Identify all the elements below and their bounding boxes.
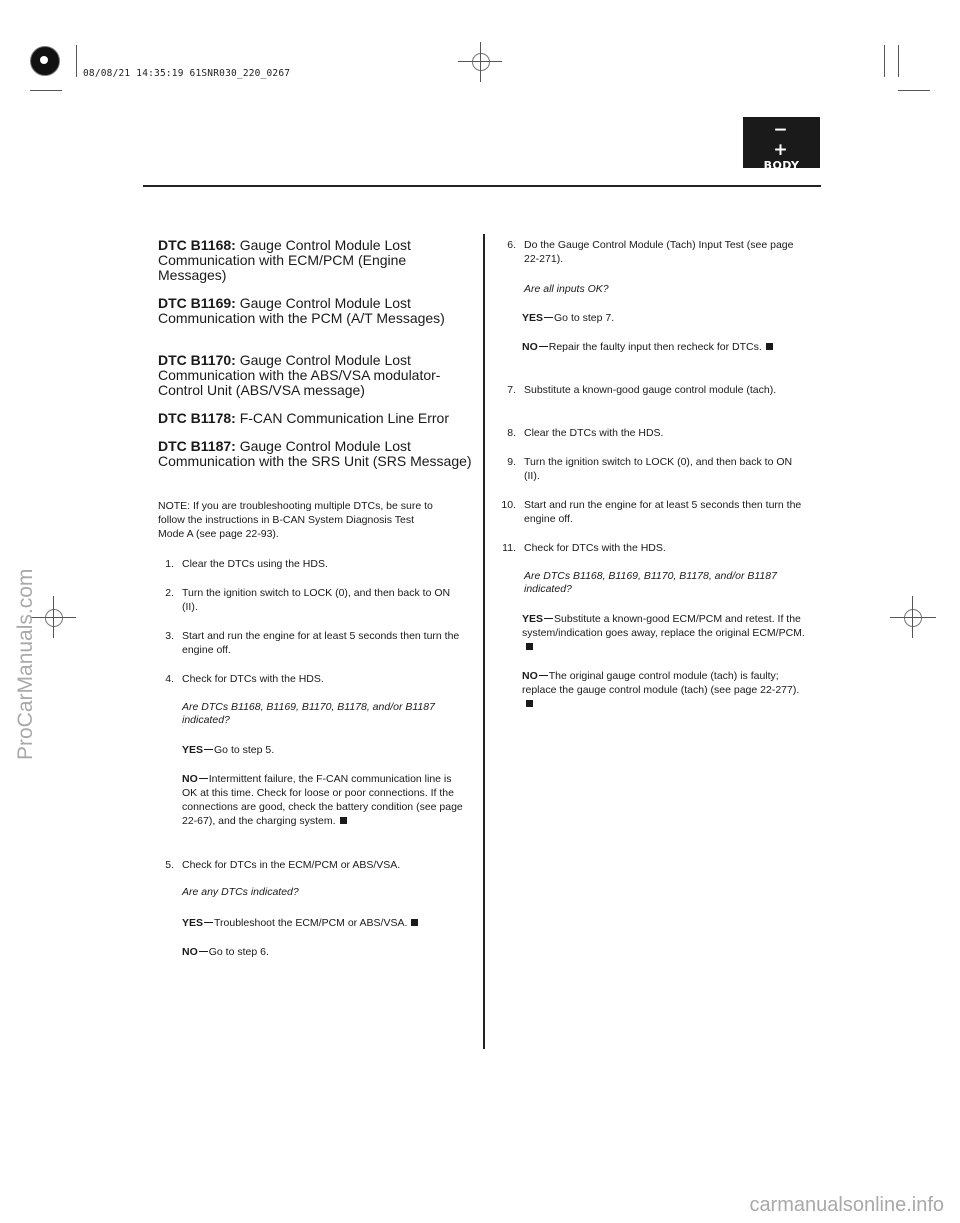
no-label: NO <box>182 773 198 785</box>
answer-text: Repair the faulty input then recheck for DTCs. <box>548 341 762 353</box>
no-label: NO <box>522 341 538 353</box>
dtc-description: Gauge Control Module Lost Communication with the ABS/VSA modulator-Control Unit (ABS/VSA message) <box>158 352 441 398</box>
answer-yes <box>182 916 472 930</box>
answer-yes <box>522 612 810 654</box>
dtc-code: DTC B1187 <box>158 438 232 454</box>
crop-mark <box>898 90 930 91</box>
crosshair-left-v <box>53 596 54 638</box>
dtc-description: Gauge Control Module Lost Communication with ECM/PCM (Engine Messages) <box>158 237 411 283</box>
step-number: 10. <box>501 499 516 511</box>
crop-mark <box>884 45 885 77</box>
dtc-heading: DTC B1170: Gauge Control Module Lost Communication with the ABS/VSA modulator-Control Unit (ABS/VSA message) <box>158 352 441 398</box>
answer-yes <box>182 743 472 757</box>
header-rule <box>143 185 821 187</box>
watermark-carmanualsonline: carmanualsonline.info <box>749 1194 944 1216</box>
step-number: 6. <box>507 239 516 251</box>
step-text: Turn the ignition switch to LOCK (0), and then back to ON (II). <box>182 587 451 613</box>
end-mark-icon <box>526 643 533 650</box>
step-number: 1. <box>165 558 174 570</box>
step-number: 7. <box>507 384 516 396</box>
step-text: Substitute a known-good gauge control module (tach). <box>524 384 777 396</box>
no-label: NO <box>522 670 538 682</box>
yes-label: YES <box>182 917 204 929</box>
crosshair-top-v <box>480 42 481 82</box>
crosshair-right-h <box>890 617 936 618</box>
dtc-description: Gauge Control Module Lost Communication with the SRS Unit (SRS Message) <box>158 438 472 469</box>
dtc-code: DTC B1169 <box>158 295 232 311</box>
dtc-heading: DTC B1178: F-CAN Communication Line Error <box>158 410 450 426</box>
dtc-heading: DTC B1169: Gauge Control Module Lost Communication with the PCM (A/T Messages) <box>158 295 445 326</box>
dtc-code: DTC B1168 <box>158 237 232 253</box>
yes-label: YES <box>522 613 544 625</box>
step-text: Start and run the engine for at least 5 seconds then turn the engine off. <box>524 499 802 525</box>
battery-terminal-signs: − + <box>773 120 804 160</box>
answer-text: The original gauge control module (tach) is faulty; replace the gauge control module (tach) (see page 22-277). <box>522 670 800 696</box>
end-mark-icon <box>766 343 773 350</box>
end-mark-icon <box>411 919 418 926</box>
step-number: 8. <box>507 427 516 439</box>
answer-text: Troubleshoot the ECM/PCM or ABS/VSA. <box>214 917 408 929</box>
step-text: Check for DTCs with the HDS. <box>182 673 324 685</box>
answer-text: Intermittent failure, the F-CAN communication line is OK at this time. Check for loose or poor connections. If the connections are good, check the battery condition (see page 22-67), and the charging system. <box>182 773 463 827</box>
question-step-6: Are all inputs OK? <box>524 283 609 295</box>
answer-text: Go to step 5. <box>214 744 275 756</box>
print-stamp: 08/08/21 14:35:19 61SNR030_220_0267 <box>83 68 291 79</box>
step-text: Check for DTCs in the ECM/PCM or ABS/VSA. <box>182 859 401 871</box>
question-step-11: Are DTCs B1168, B1169, B1170, B1178, and/or B1187 indicated? <box>524 570 777 595</box>
crop-mark <box>898 45 899 77</box>
dtc-code: DTC B1178 <box>158 410 232 426</box>
answer-text: Go to step 7. <box>554 312 615 324</box>
step-text: Start and run the engine for at least 5 seconds then turn the engine off. <box>182 630 460 656</box>
yes-label: YES <box>182 744 204 756</box>
step-number: 3. <box>165 630 174 642</box>
dtc-code: DTC B1170 <box>158 352 232 368</box>
step-text: Clear the DTCs with the HDS. <box>524 427 664 439</box>
dtc-heading: DTC B1187: Gauge Control Module Lost Communication with the SRS Unit (SRS Message) <box>158 438 472 469</box>
column-divider <box>483 234 485 1049</box>
answer-no <box>182 945 467 959</box>
question-step-4: Are DTCs B1168, B1169, B1170, B1178, and/or B1187 indicated? <box>182 701 435 726</box>
troubleshooting-note: NOTE: If you are troubleshooting multiple DTCs, be sure to follow the instructions in B-CAN System Diagnosis Test Mode A (see page 22-93). <box>158 500 433 540</box>
step-number: 11. <box>502 542 516 554</box>
yes-label: YES <box>522 312 544 324</box>
crosshair-right-v <box>912 596 913 638</box>
answer-text: Substitute a known-good ECM/PCM and retest. If the system/indication goes away, replace the original ECM/PCM. <box>522 613 805 639</box>
end-mark-icon <box>340 817 347 824</box>
step-text: Do the Gauge Control Module (Tach) Input Test (see page 22-271). <box>524 239 794 265</box>
crop-mark <box>76 45 77 77</box>
watermark-procarmanuals: ProCarManuals.com <box>14 568 37 760</box>
crosshair-top <box>472 53 490 71</box>
step-number: 5. <box>165 859 174 871</box>
body-section-badge <box>743 117 820 172</box>
dtc-description: F-CAN Communication Line Error <box>239 410 450 426</box>
crosshair-left <box>45 609 63 627</box>
crop-mark <box>30 90 62 91</box>
question-step-5: Are any DTCs indicated? <box>182 886 299 898</box>
dtc-description: Gauge Control Module Lost Communication with the PCM (A/T Messages) <box>158 295 445 326</box>
step-number: 2. <box>165 587 174 599</box>
no-label: NO <box>182 946 198 958</box>
crosshair-right <box>904 609 922 627</box>
answer-yes <box>522 311 807 325</box>
step-number: 4. <box>165 673 174 685</box>
answer-no <box>182 772 467 828</box>
end-mark-icon <box>526 700 533 707</box>
badge-label: BODY <box>763 159 800 172</box>
step-number: 9. <box>507 456 516 468</box>
step-text: Check for DTCs with the HDS. <box>524 542 666 554</box>
registration-target-core <box>40 56 48 64</box>
dtc-heading: DTC B1168: Gauge Control Module Lost Communication with ECM/PCM (Engine Messages) <box>158 237 411 283</box>
answer-text: Go to step 6. <box>208 946 269 958</box>
step-text: Turn the ignition switch to LOCK (0), and then back to ON (II). <box>524 456 793 482</box>
answer-no <box>522 669 807 711</box>
answer-no <box>522 340 792 354</box>
step-text: Clear the DTCs using the HDS. <box>182 558 328 570</box>
